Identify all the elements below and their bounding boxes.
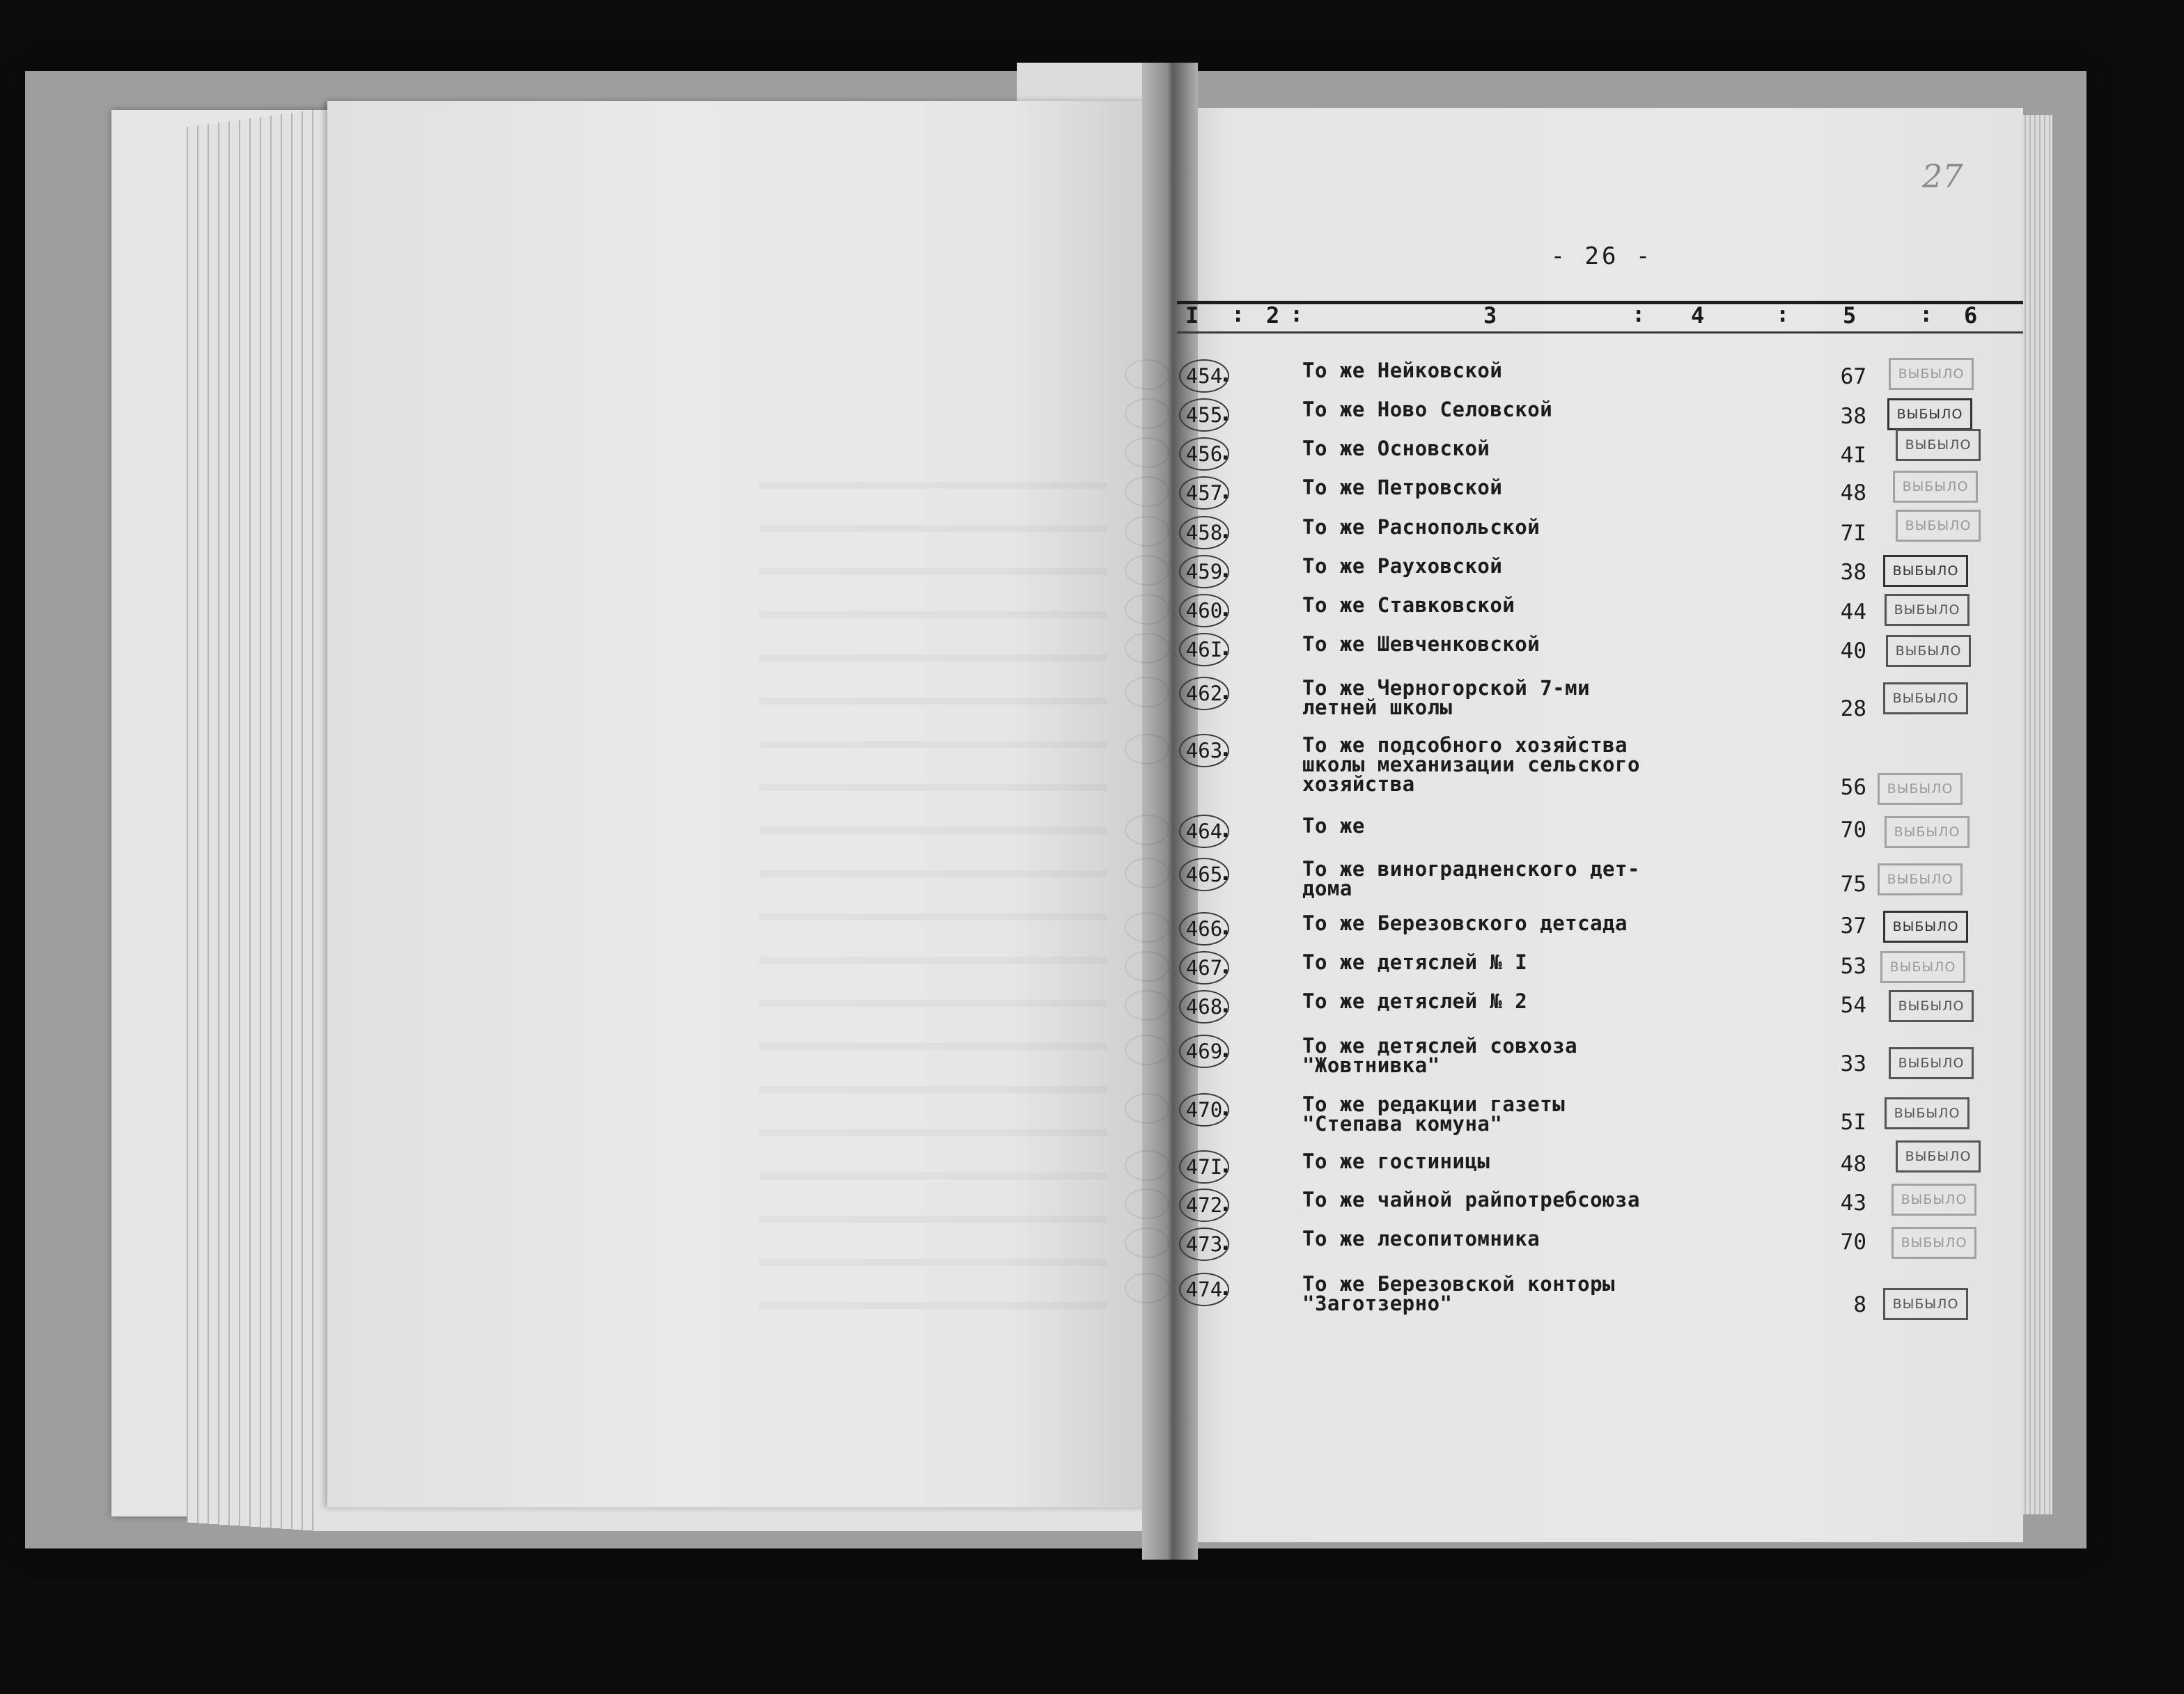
withdrawn-stamp: ВЫБЫЛО [1889, 358, 1974, 390]
entry-description: То же чайной райпотребсоюза [1302, 1188, 1640, 1211]
entry-sheet-count: 67 [1840, 364, 1866, 389]
withdrawn-stamp: ВЫБЫЛО [1887, 398, 1972, 430]
column-separator: : [1776, 301, 1790, 327]
entry-description: То же Основской [1302, 437, 1490, 460]
entry-number-period: . [1219, 678, 1233, 705]
entry-sheet-count: 56 [1840, 775, 1866, 800]
withdrawn-stamp: ВЫБЫЛО [1878, 863, 1963, 895]
entry-number-period: . [1219, 1274, 1233, 1301]
bleed-through-circle [1125, 359, 1169, 390]
entry-number: 472 [1179, 1189, 1229, 1222]
entry-number: 46I [1179, 633, 1229, 666]
entry-number: 468 [1179, 990, 1229, 1024]
entry-description: То же подсобного хозяйства школы механизации сельского хозяйства [1302, 733, 1640, 796]
entry-number-period: . [1219, 361, 1233, 387]
withdrawn-stamp: ВЫБЫЛО [1889, 1047, 1974, 1079]
withdrawn-stamp: ВЫБЫЛО [1889, 990, 1974, 1022]
table-row [0, 398, 2184, 429]
table-row [0, 1092, 2184, 1136]
entry-number-period: . [1219, 952, 1233, 979]
table-row [0, 733, 2184, 800]
entry-number: 454 [1179, 359, 1229, 393]
table-row [0, 476, 2184, 505]
entry-number: 47I [1179, 1150, 1229, 1184]
table-row [0, 1034, 2184, 1077]
withdrawn-stamp: ВЫБЫЛО [1883, 682, 1968, 714]
entry-number: 455 [1179, 398, 1229, 432]
entry-sheet-count: 5I [1840, 1110, 1866, 1135]
entry-description: То же Нейковской [1302, 359, 1503, 382]
bleed-through-circle [1125, 734, 1169, 764]
entry-number-period: . [1219, 1229, 1233, 1255]
table-row [0, 437, 2184, 468]
column-header-5: 5 [1843, 302, 1857, 329]
column-separator: : [1919, 301, 1933, 327]
column-header-2: 2 [1266, 302, 1280, 329]
entry-sheet-count: 28 [1840, 696, 1866, 721]
entry-number: 459 [1179, 555, 1229, 588]
entry-sheet-count: 70 [1840, 1230, 1866, 1255]
entry-number-period: . [1219, 1036, 1233, 1062]
entry-sheet-count: 37 [1840, 913, 1866, 939]
table-row [0, 515, 2184, 546]
entry-description: То же редакции газеты "Степава комуна" [1302, 1092, 1566, 1136]
bleed-through-circle [1125, 912, 1169, 943]
entry-sheet-count: 40 [1840, 638, 1866, 664]
entry-sheet-count: 53 [1840, 954, 1866, 979]
entry-number-period: . [1219, 1190, 1233, 1216]
table-row [0, 950, 2184, 980]
bleed-through-circle [1125, 437, 1169, 468]
column-header-6: 6 [1964, 302, 1978, 329]
entry-number-period: . [1219, 735, 1233, 762]
withdrawn-stamp: ВЫБЫЛО [1885, 816, 1970, 848]
entry-number: 473 [1179, 1228, 1229, 1261]
entry-description: То же гостиницы [1302, 1150, 1490, 1173]
entry-number: 469 [1179, 1035, 1229, 1068]
entry-number-period: . [1219, 913, 1233, 940]
book-gutter [1142, 63, 1198, 1560]
bleed-through-circle [1125, 858, 1169, 888]
folio-handwritten: 27 [1922, 157, 1963, 195]
bleed-through-circle [1125, 1093, 1169, 1124]
entry-sheet-count: 48 [1840, 480, 1866, 505]
bleed-through-circle [1125, 1228, 1169, 1258]
entry-description: То же [1302, 814, 1365, 838]
entry-number: 465 [1179, 858, 1229, 891]
table-row [0, 814, 2184, 843]
entry-description: То же Березовского детсада [1302, 911, 1628, 935]
entry-sheet-count: 38 [1840, 404, 1866, 429]
entry-sheet-count: 48 [1840, 1152, 1866, 1177]
withdrawn-stamp: ВЫБЫЛО [1892, 1184, 1976, 1216]
entry-description: То же Раснопольской [1302, 515, 1540, 539]
entry-number-period: . [1219, 517, 1233, 544]
withdrawn-stamp: ВЫБЫЛО [1896, 510, 1981, 542]
entry-description: То же лесопитомника [1302, 1227, 1540, 1250]
column-separator: : [1231, 301, 1245, 327]
entry-number: 458 [1179, 516, 1229, 549]
entry-number: 460 [1179, 594, 1229, 627]
entry-number: 474 [1179, 1273, 1229, 1306]
column-separator: : [1290, 301, 1304, 327]
entry-description: То же детяслей № I [1302, 950, 1528, 974]
column-separator: : [1632, 301, 1646, 327]
withdrawn-stamp: ВЫБЫЛО [1883, 1288, 1968, 1320]
entry-number-period: . [1219, 556, 1233, 583]
bleed-through-circle [1125, 555, 1169, 586]
entry-number-period: . [1219, 439, 1233, 465]
entry-sheet-count: 8 [1853, 1292, 1866, 1317]
entry-number-period: . [1219, 478, 1233, 504]
bleed-through-circle [1125, 633, 1169, 664]
bleed-through-circle [1125, 815, 1169, 845]
entry-number: 470 [1179, 1093, 1229, 1127]
entry-number: 456 [1179, 437, 1229, 471]
entry-sheet-count: 54 [1840, 993, 1866, 1018]
entry-number: 466 [1179, 912, 1229, 946]
entry-number-period: . [1219, 1095, 1233, 1121]
table-row [0, 593, 2184, 625]
bleed-through-circle [1125, 476, 1169, 507]
entry-number-period: . [1219, 991, 1233, 1018]
table-row [0, 632, 2184, 664]
entry-sheet-count: 70 [1840, 817, 1866, 842]
table-row [0, 1188, 2184, 1217]
withdrawn-stamp: ВЫБЫЛО [1893, 471, 1978, 503]
withdrawn-stamp: ВЫБЫЛО [1896, 1140, 1981, 1173]
withdrawn-stamp: ВЫБЫЛО [1883, 555, 1968, 587]
table-row [0, 554, 2184, 585]
column-header-3: 3 [1483, 302, 1497, 329]
entry-description: То же Шевченковской [1302, 632, 1540, 656]
column-header-1: I [1185, 302, 1199, 329]
table-row [0, 911, 2184, 941]
bleed-through-circle [1125, 951, 1169, 982]
bleed-through-circle [1125, 398, 1169, 429]
withdrawn-stamp: ВЫБЫЛО [1880, 951, 1965, 983]
entry-number-period: . [1219, 400, 1233, 426]
entry-description: То же Рауховской [1302, 554, 1503, 578]
entry-sheet-count: 44 [1840, 599, 1866, 625]
entry-number: 457 [1179, 476, 1229, 510]
withdrawn-stamp: ВЫБЫЛО [1878, 773, 1963, 805]
bleed-through-circle [1125, 1273, 1169, 1303]
bleed-through-circle [1125, 1150, 1169, 1181]
entry-sheet-count: 7I [1840, 521, 1866, 546]
entry-description: То же виноградненского дет- дома [1302, 857, 1640, 900]
withdrawn-stamp: ВЫБЫЛО [1883, 911, 1968, 943]
page-number: - 26 - [1550, 242, 1653, 270]
entry-number: 462 [1179, 677, 1229, 710]
table-row [0, 1227, 2184, 1256]
table-row [0, 1272, 2184, 1317]
entry-sheet-count: 75 [1840, 872, 1866, 897]
withdrawn-stamp: ВЫБЫЛО [1896, 429, 1981, 461]
bleed-through-circle [1125, 1189, 1169, 1219]
bleed-through-circle [1125, 516, 1169, 547]
bleed-through-circle [1125, 677, 1169, 707]
table-row [0, 989, 2184, 1019]
table-row [0, 1149, 2184, 1179]
entry-description: То же Черногорской 7-ми летней школы [1302, 676, 1591, 719]
entry-description: То же детяслей № 2 [1302, 989, 1528, 1013]
bleed-through-circle [1125, 990, 1169, 1021]
entry-number: 467 [1179, 951, 1229, 985]
entry-description: То же Березовской конторы "Заготзерно" [1302, 1272, 1615, 1315]
column-header-4: 4 [1691, 302, 1705, 329]
withdrawn-stamp: ВЫБЫЛО [1886, 635, 1971, 667]
table-header-bottom-rule [1177, 331, 2023, 334]
withdrawn-stamp: ВЫБЫЛО [1885, 594, 1970, 626]
table-row [0, 676, 2184, 721]
entry-sheet-count: 38 [1840, 560, 1866, 585]
entry-description: То же детяслей совхоза "Жовтнивка" [1302, 1034, 1578, 1077]
withdrawn-stamp: ВЫБЫЛО [1885, 1097, 1970, 1129]
entry-sheet-count: 43 [1840, 1191, 1866, 1216]
entry-description: То же Ставковской [1302, 593, 1515, 617]
table-row [0, 857, 2184, 900]
entry-number-period: . [1219, 859, 1233, 886]
entry-number-period: . [1219, 1152, 1233, 1178]
entry-number-period: . [1219, 816, 1233, 842]
table-row [0, 359, 2184, 389]
left-page-bleed-through [759, 446, 1107, 1316]
entry-description: То же Ново Селовской [1302, 398, 1553, 421]
entry-number-period: . [1219, 634, 1233, 661]
entry-sheet-count: 33 [1840, 1051, 1866, 1076]
table-header-top-rule [1177, 301, 2023, 304]
bleed-through-circle [1125, 1035, 1169, 1065]
entry-number: 464 [1179, 815, 1229, 848]
withdrawn-stamp: ВЫБЫЛО [1892, 1227, 1976, 1259]
entry-sheet-count: 4I [1840, 443, 1866, 468]
bleed-through-circle [1125, 594, 1169, 625]
entry-number-period: . [1219, 595, 1233, 622]
entry-number: 463 [1179, 734, 1229, 767]
entry-description: То же Петровской [1302, 476, 1503, 499]
